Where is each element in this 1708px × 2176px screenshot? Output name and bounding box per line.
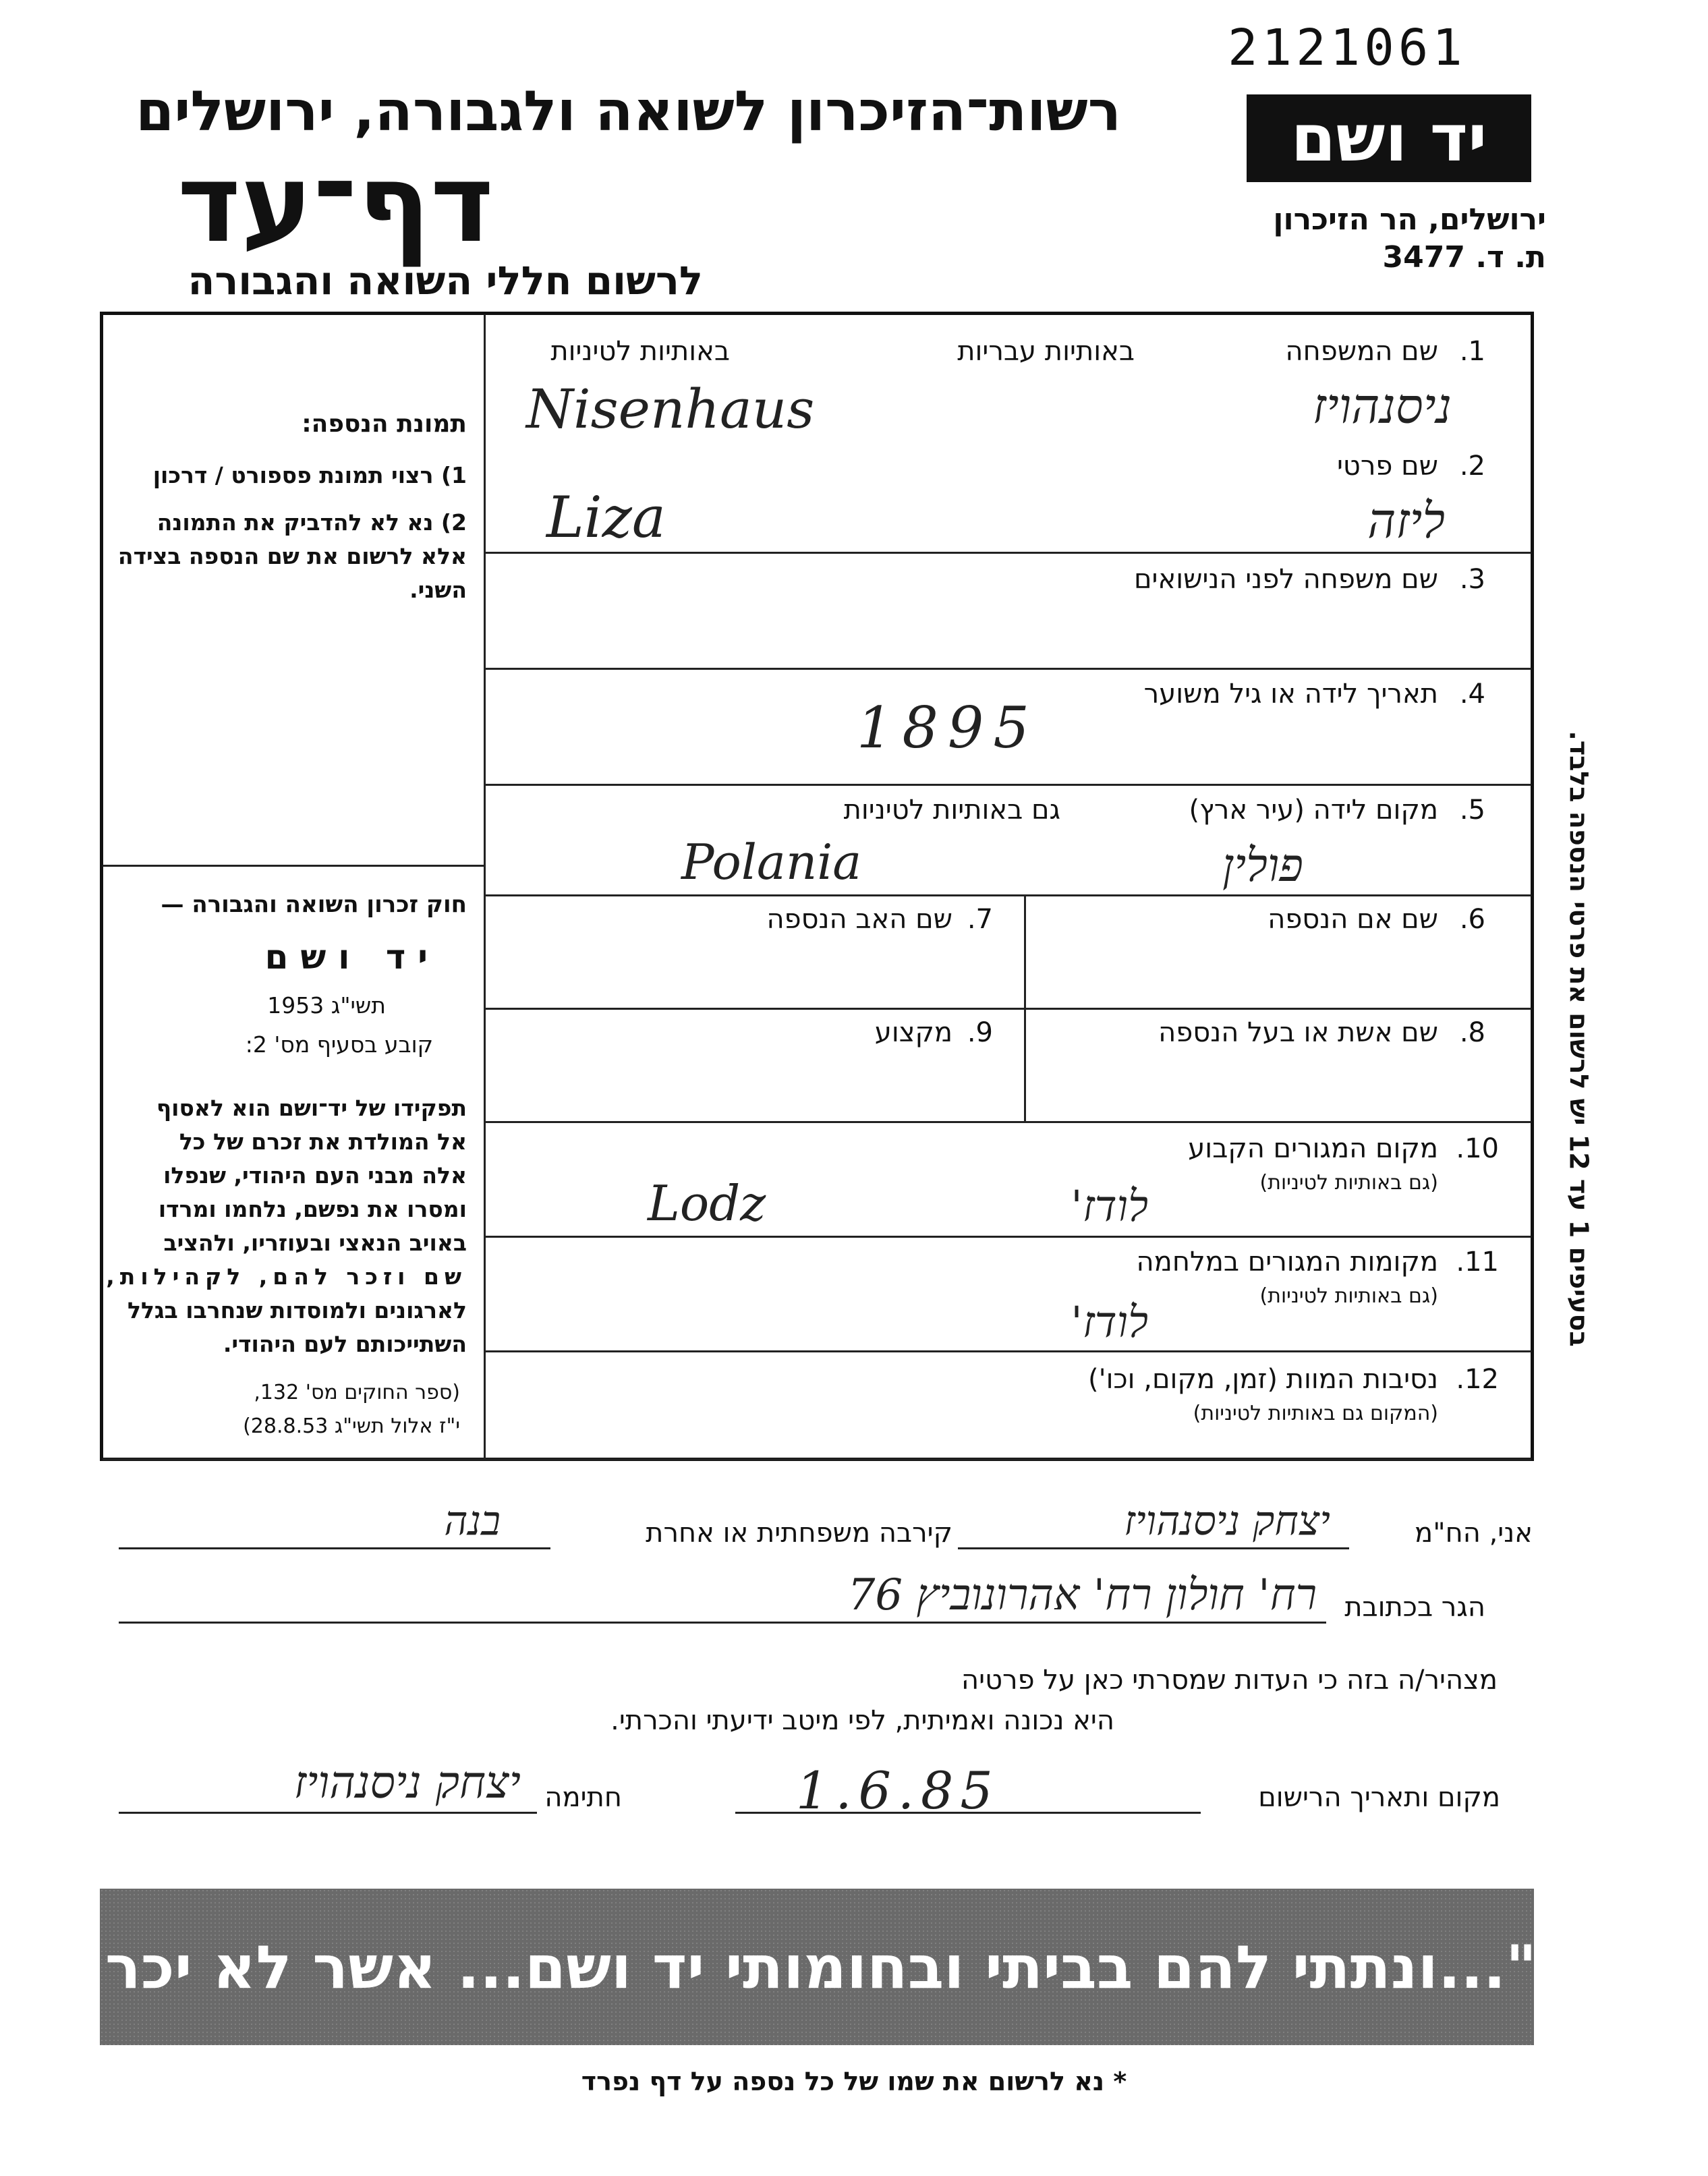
field-9-label: מקצוע [874, 1017, 952, 1048]
signature-value: יצחק ניסנהויז [293, 1756, 521, 1808]
law-reference-1: (ספר החוקים מס' 132, [254, 1381, 460, 1404]
field-2-latin-value: Liza [546, 484, 666, 550]
law-paragraph-6: שם וזכר להם, לקהילות, [106, 1263, 467, 1290]
side-note: בסעיפים 1 עד 12 יש לרשום את פרטי הנספה בלבד. [1564, 731, 1595, 1347]
field-1-hebrew-value: ניסנהויז [1312, 378, 1452, 434]
banner-source: ישעיהו נו, ה [1537, 1939, 1603, 1995]
row-divider [484, 1236, 1531, 1238]
left-column-row-divider [103, 865, 484, 867]
field-12-number: 12. [1456, 1364, 1499, 1395]
field-4-value: 1895 [857, 695, 1039, 761]
row-divider [484, 1350, 1531, 1352]
photo-box-line2b: אלא לרשום את שם הנספה בצידה [117, 543, 467, 569]
footnote: * נא לרשום את שמו של כל נספה על דף נפרד [581, 2067, 1127, 2096]
row-divider [484, 894, 1531, 896]
law-line4: קובע בסעיף מס' 2: [245, 1031, 433, 1058]
field-4-label: תאריך לידה או גיל משוער [1143, 679, 1438, 710]
law-paragraph-8: השתייכותם לעם היהודי. [223, 1331, 467, 1357]
law-paragraph-1: תפקידו של יד־ושם הוא לאסוף [156, 1095, 467, 1121]
photo-box-line2c: השני. [409, 577, 467, 603]
field-10-note: (גם באותיות לטיניות) [1259, 1171, 1438, 1195]
statement-line1: מצהיר/ה בזה כי העדות שמסרתי כאן על פרטיה [961, 1665, 1498, 1696]
field-12-note: (המקום גם באותיות לטיניות) [1193, 1402, 1438, 1425]
field-3-number: 3. [1459, 564, 1485, 595]
field-5-latin-col: גם באותיות לטיניות [843, 795, 1060, 826]
field-11-label: מקומות המגורים במלחמה [1136, 1247, 1438, 1278]
logo-text: יד ושם [1290, 101, 1487, 176]
field-1-latin-col: באותיות לטיניות [550, 336, 730, 367]
field-11-note: (גם באותיות לטיניות) [1259, 1284, 1438, 1308]
field-11-number: 11. [1456, 1247, 1499, 1278]
field-7-number: 7. [967, 904, 993, 935]
declarant-value: יצחק ניסנהויז [1124, 1497, 1330, 1545]
field-10-number: 10. [1456, 1133, 1499, 1164]
field-1-latin-value: Nisenhaus [526, 378, 815, 440]
law-paragraph-5: באויב הנאצי ובעוזריו, ולהציב [163, 1230, 467, 1256]
field-5-label: מקום לידה (עיר ארץ) [1189, 795, 1438, 826]
field-8-label: שם אשת או בעל הנספה [1158, 1017, 1438, 1048]
field-1-hebrew-col: באותיות עבריות [957, 336, 1135, 367]
form-title: דף־עד [177, 140, 494, 266]
statement-line2: היא נכונה ואמיתית, לפי מיטב ידיעתי והכרתי. [610, 1705, 1114, 1736]
field-7-label: שם האב הנספה [766, 904, 952, 935]
row-divider [484, 784, 1531, 786]
side-note-container [1549, 688, 1610, 1390]
organization-title: רשות־הזיכרון לשואה ולגבורה, ירושלים [136, 80, 1121, 144]
law-paragraph-4: ומסרו את נפשם, נלחמו ומרדו [158, 1196, 467, 1222]
field-2-number: 2. [1459, 451, 1485, 482]
field-5-hebrew-value: פולין [1222, 839, 1303, 892]
field-2-hebrew-value: ליזה [1367, 492, 1445, 549]
law-line1: חוק זכרון השואה והגבורה — [161, 891, 467, 918]
field-2-label: שם פרטי [1336, 451, 1438, 482]
photo-box-line1: 1) רצוי תמונת פספורט / דרכון [152, 462, 467, 488]
field-10-latin-value: Lodz [648, 1175, 766, 1232]
row-divider [484, 1008, 1531, 1010]
relation-value: בנה [444, 1497, 501, 1545]
field-5-latin-value: Polania [681, 834, 862, 890]
field-6-number: 6. [1459, 904, 1485, 935]
signature-line [119, 1812, 537, 1814]
relation-label: קירבה משפחתית או אחרת [646, 1518, 952, 1549]
field-5-number: 5. [1459, 795, 1485, 826]
logo-pobox: ת. ד. 3477 [1382, 240, 1546, 275]
declarant-label: אני, הח"מ [1415, 1518, 1533, 1549]
law-paragraph-7: לארגונים ולמוסדות שנחרבו בגלל [127, 1297, 467, 1323]
place-date-value: 1.6.85 [796, 1760, 1000, 1821]
field-6-label: שם אם הנספה [1268, 904, 1438, 935]
banner-quote: "...ונתתי להם בביתי ובחומותי יד ושם... אשר לא יכרת". [11, 1932, 1537, 2002]
declarant-line [958, 1547, 1349, 1549]
field-10-hebrew-value: לודז' [1071, 1182, 1148, 1232]
field-10-label: מקום המגורים הקבוע [1188, 1133, 1438, 1164]
field-4-number: 4. [1459, 679, 1485, 710]
law-line2: יד ושם [264, 938, 440, 977]
photo-box-title: תמונת הנספה: [302, 410, 467, 438]
logo-address: ירושלים, הר הזיכרון [1273, 202, 1546, 237]
field-9-number: 9. [967, 1017, 993, 1048]
document-number: 2121061 [1228, 19, 1467, 77]
address-value: רח' חולון רח' אהרונוביץ 76 [847, 1570, 1317, 1620]
law-reference-2: י"ז אלול תשי"ג 28.8.53) [243, 1414, 460, 1438]
field-11-value: לודז' [1071, 1298, 1148, 1348]
relation-line [119, 1547, 550, 1549]
left-column-divider [484, 314, 486, 1458]
address-line [119, 1622, 1326, 1624]
law-paragraph-2: אל המולדת את זכרם של כל [179, 1128, 467, 1155]
field-3-label: שם משפחה לפני הנישואים [1133, 564, 1438, 595]
law-line3: תשי"ג 1953 [267, 992, 386, 1019]
address-label: הגר בכתובת [1344, 1592, 1485, 1623]
place-date-label: מקום ותאריך הרישום [1258, 1782, 1500, 1813]
field-8-number: 8. [1459, 1017, 1485, 1048]
field-1-label: שם המשפחה [1285, 336, 1438, 367]
yad-vashem-logo [1247, 94, 1531, 182]
quote-banner [11, 1889, 1603, 2045]
field-12-label: נסיבות המוות (זמן, מקום, וכו') [1088, 1364, 1438, 1395]
law-paragraph-3: אלה מבני העם היהודי, שנפלו [163, 1162, 467, 1189]
photo-box-line2a: 2) נא לא להדביק את התמונה [156, 509, 467, 536]
col-divider [1024, 894, 1026, 1121]
row-divider [484, 552, 1531, 554]
signature-label: חתימה [544, 1782, 622, 1813]
row-divider [484, 668, 1531, 670]
form-subtitle: לרשום חללי השואה והגבורה [188, 258, 703, 304]
frame-bottom [103, 1458, 1531, 1460]
row-divider [484, 1121, 1531, 1123]
field-1-number: 1. [1459, 336, 1485, 367]
